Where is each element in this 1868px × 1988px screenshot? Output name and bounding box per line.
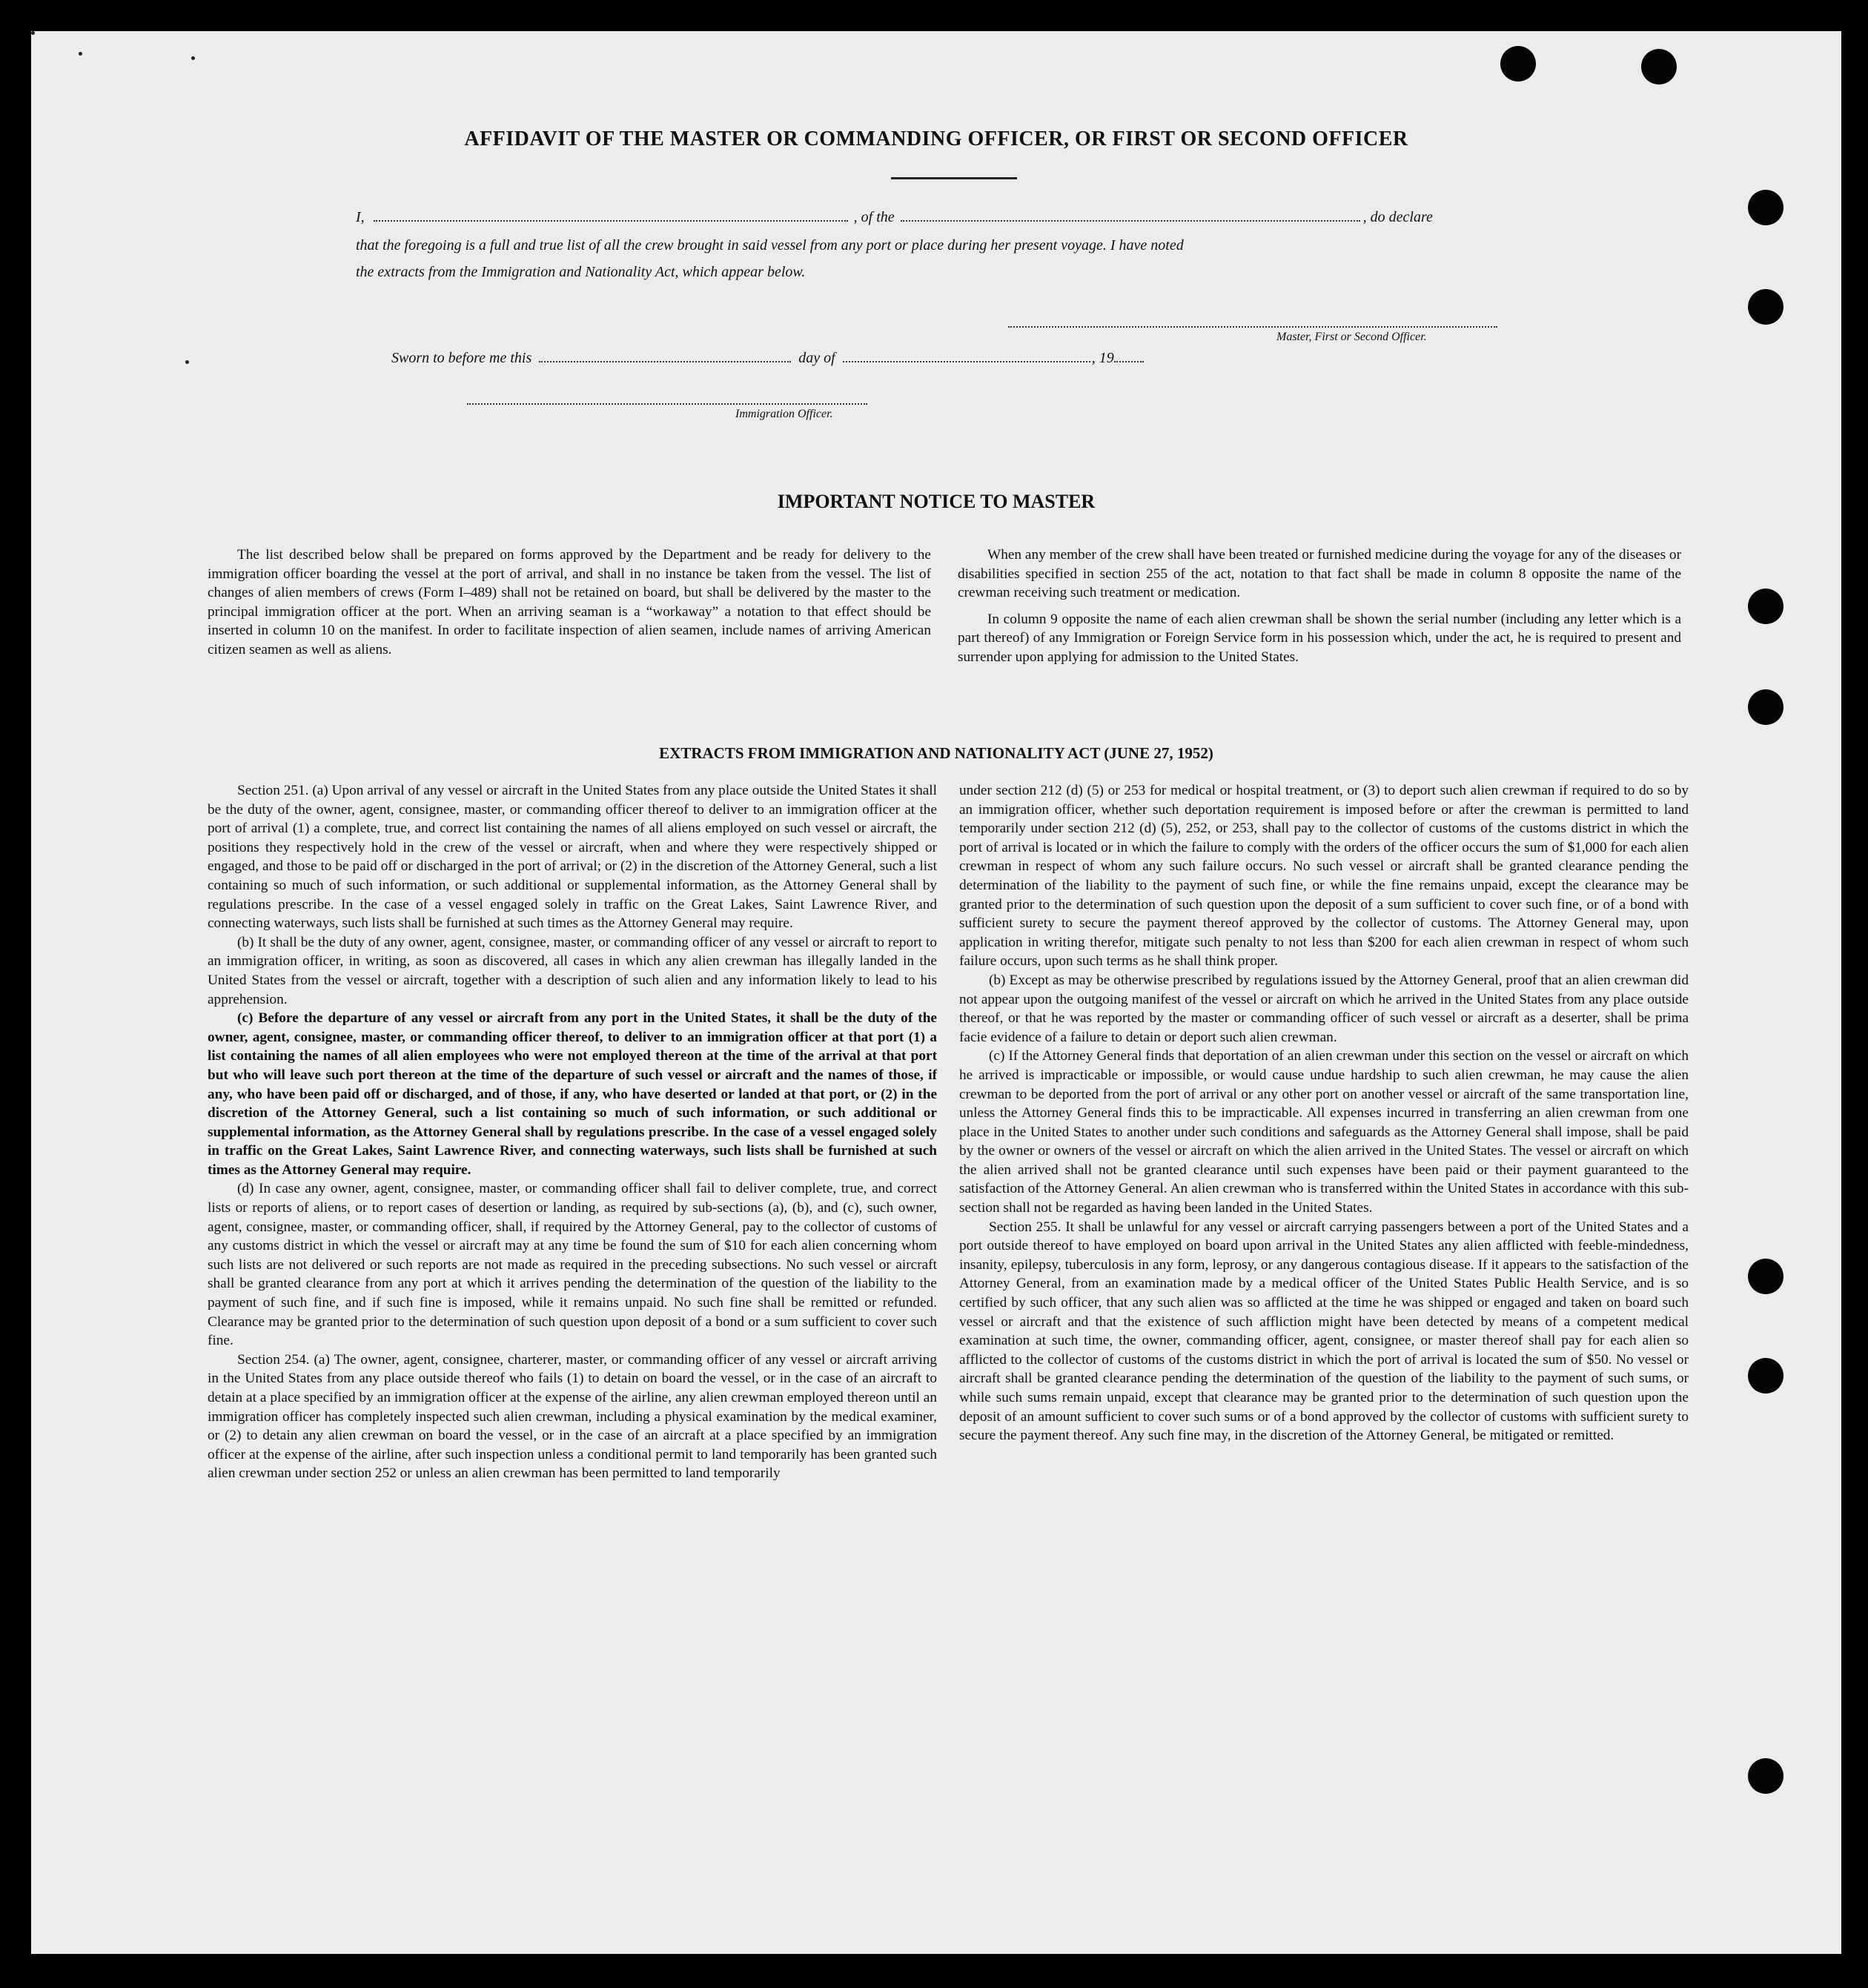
master-signature-line[interactable] [1008, 325, 1497, 328]
speck [79, 52, 82, 56]
punch-hole [1748, 1358, 1783, 1394]
section-254-a-continued: under section 212 (d) (5) or 253 for medical or hospital treatment, or (3) to deport such alien crewman if required to do so by an immigration officer, whether such deportation requirement is imposed before or after the crewman is permitted to land temporarily under section 212 (d) (5), 252, or 253, shall pay to the collector of customs of the customs district in which the port of arrival is located or in which the failure to comply with the orders of the officer occurs the sum of $1,000 for each alien crewman in respect of whom any such failure occurs. No such vessel or aircraft shall be granted clearance pending the determination of the liability to the payment of such fine, or while the fine remains unpaid, except the clearance may be granted prior to the determination of such question upon the deposit of a sum sufficient to cover such fine, or of a bond with sufficient surety to secure the payment thereof approved by the collector of customs. The Attorney General may, upon application in writing therefor, mitigate such penalty to not less than $200 for each alien crewman in respect of whom such failure occurs, upon such terms as he shall think proper. [959, 783, 1689, 970]
sworn-line [391, 350, 1281, 367]
section-251-d: (d) In case any owner, agent, consignee, master, or commanding officer shall fail to deliver complete, true, and correct lists or reports of aliens, or to report cases of desertion or landing, as required by sub-sections (a), (b), and (c), such owner, agent, consignee, master, or commanding officer, shall, if required by the Attorney General, pay to the collector of customs of any customs district in which the vessel or aircraft may at any time be found the sum of $10 for each alien concerning whom such lists are not delivered or such reports are not made as required in the preceding subsections. No such vessel or aircraft shall be granted clearance from any port at which it arrives pending the determination of the question of the liability to the payment of such fine, and if such fine is imposed, while it remains unpaid. No such fine shall be remitted or refunded. Clearance may be granted prior to the determination of such question upon deposit of a bond or a sum sufficient to cover such fine. [208, 1181, 937, 1349]
punch-hole [1500, 46, 1536, 82]
title-rule [891, 177, 1017, 179]
i-label: I, [356, 209, 365, 225]
year-label: , 19 [1091, 350, 1114, 366]
speck [185, 360, 189, 364]
speck [191, 56, 195, 60]
punch-hole [1641, 49, 1677, 85]
section-251-b: (b) It shall be the duty of any owner, agent, consignee, master, or commanding officer of any vessel or aircraft to report to an immigration officer, in writing, as soon as discovered, all cases in which any alien crewman has illegally landed in the United States from the vessel or aircraft, together with a description of such alien and any information likely to lead to his apprehension. [208, 934, 937, 1007]
section-255: Section 255. It shall be unlawful for any vessel or aircraft carrying passengers between a port of the United States and a port outside thereof to have employed on board upon arrival in the United States any alien afflicted with feeble-mindedness, insanity, epilepsy, tuberculosis in any form, leprosy, or any dangerous contagious disease. If it appears to the satisfaction of the Attorney General, from an examination made by a medical officer of the United States Public Health Service, and is so certified by such officer, that any such alien was so afflicted at the time he was shipped or engaged and taken on board such vessel or aircraft and that the existence of such affliction might have been detected by means of a competent medical examination at such time, the owner, commanding officer, agent, consignee, or master thereof shall pay for each alien so afflicted to the collector of customs of the customs district in which the port of arrival is located the sum of $50. No vessel or aircraft shall be granted clearance pending the determination of the question of the liability to the payment of such sums, or while such sums remain unpaid, except that clearance may be granted prior to the determination of such question upon the deposit of an amount sufficient to cover such sums or of a bond approved by the collector of customs with sufficient surety to secure the payment thereof. Any such fine may, in the discretion of the Attorney General, be mitigated or remitted. [959, 1219, 1689, 1444]
name-field[interactable] [374, 210, 848, 222]
sworn-month-field[interactable] [843, 351, 1090, 362]
master-signature-label: Master, First or Second Officer. [1276, 331, 1427, 343]
notice-right-paragraph-2: In column 9 opposite the name of each alien crewman shall be shown the serial number (including any letter which is a part thereof) of any Immigration or Foreign Service form in his possession which, under the act, he is required to present and surrender upon applying for admission to the United States. [958, 611, 1681, 665]
punch-hole [1748, 1259, 1783, 1294]
punch-hole [1748, 190, 1783, 225]
extracts-right-column [959, 781, 1689, 1445]
declaration-line-1 [356, 209, 1534, 226]
punch-hole [1748, 689, 1783, 725]
punch-hole [1748, 1758, 1783, 1794]
sworn-year-field[interactable] [1114, 351, 1144, 362]
section-251-c: (c) Before the departure of any vessel or aircraft from any port in the United States, it shall be the duty of the owner, agent, consignee, master, or commanding officer thereof, to deliver to an immigration officer at that port (1) a list containing the names of all alien employees who were not employed thereon at the time of the arrival at that port but who will leave such port thereon at the time of the departure of such vessel or aircraft and the names of those, if any, who have been paid off or discharged, and of those, if any, who have deserted or landed at that port, or (2) in the discretion of the Attorney General, such a list containing so much of such information, or such additional or supplemental information, as the Attorney General shall by regulations prescribe. In the case of a vessel engaged solely in traffic on the Great Lakes, Saint Lawrence River, and connecting waterways, such lists shall be furnished at such times as the Attorney General may require. [208, 1010, 937, 1178]
section-254-a: Section 254. (a) The owner, agent, consignee, charterer, master, or commanding officer of any vessel or aircraft arriving in the United States from any place outside thereof who fails (1) to detain on board the vessel, or in the case of an aircraft to detain at a place specified by an immigration officer at the expense of the airline, any alien crewman employed thereon until an immigration officer has completely inspected such alien crewman, including a physical examination by the medical examiner, or (2) to detain any alien crewman on board the vessel, or in the case of an aircraft at a place specified by an immigration officer at the expense of the airline, after such inspection unless a conditional permit to land temporarily has been granted such alien crewman under section 252 or unless an alien crewman has been permitted to land temporarily [208, 1351, 937, 1482]
declaration-line-2: that the foregoing is a full and true list of all the crew brought in said vessel from any port or place during her present voyage. I have noted [356, 237, 1184, 254]
notice-right-column [958, 546, 1681, 667]
speck [31, 31, 35, 35]
do-declare-label: , do declare [1362, 209, 1433, 225]
notice-left-column [208, 546, 931, 660]
punch-hole [1748, 589, 1783, 624]
notice-left-paragraph: The list described below shall be prepared on forms approved by the Department and be ready for delivery to the immigration officer boarding the vessel at the port of arrival, and shall in no instance be taken from the vessel. The list of changes of alien members of crews (Form I–489) shall not be retained on board, but shall be delivered by the master to the principal immigration officer at the port. When an arriving seaman is a “workaway” a notation to that effect should be inserted in column 10 on the manifest. In order to facilitate inspection of alien seamen, include names of arriving American citizen seamen as well as aliens. [208, 547, 931, 657]
sworn-label: Sworn to before me this [391, 350, 532, 366]
section-251-a: Section 251. (a) Upon arrival of any vessel or aircraft in the United States from any place outside the United States it shall be the duty of the owner, agent, consignee, master, or commanding officer thereof to deliver to an immigration officer at the port of arrival (1) a complete, true, and correct list containing the names of all aliens employed on such vessel or aircraft, the positions they respectively hold in the crew of the vessel or aircraft, when and where they were respectively shipped or engaged, and those to be paid off or discharged in the port of arrival; or (2) in the discretion of the Attorney General, such a list containing so much of such information, or such additional or supplemental information, as the Attorney General shall by regulations prescribe. In the case of a vessel engaged solely in traffic on the Great Lakes, Saint Lawrence River, and connecting waterways, such lists shall be furnished at such times as the Attorney General may require. [208, 783, 937, 932]
of-the-label: , of the [853, 209, 895, 225]
section-254-b: (b) Except as may be otherwise prescribed by regulations issued by the Attorney General, proof that an alien crewman did not appear upon the outgoing manifest of the vessel or aircraft on which he arrived in the United States from any place outside thereof, or that he was reported by the master or commanding officer of such vessel or aircraft as a deserter, shall be prima facie evidence of a failure to detain or deport such alien crewman. [959, 972, 1689, 1045]
notice-title: IMPORTANT NOTICE TO MASTER [777, 491, 1096, 512]
section-254-c: (c) If the Attorney General finds that deportation of an alien crewman under this section on the vessel or aircraft on which he arrived is impracticable or impossible, or would cause undue hardship to such alien crewman, he may cause the alien crewman to be deported from the port of arrival or any other port on another vessel or aircraft of the same transportation line, unless the Attorney General finds this to be impracticable. All expenses incurred in transferring an alien crewman from one place in the United States to another under such conditions and safeguards as the Attorney General shall impose, shall be paid by the owner or owners of the vessel or aircraft on which the alien arrived in the United States. The vessel or aircraft on which the alien arrived shall not be granted clearance until such expenses have been paid or their payment guaranteed to the satisfaction of the Attorney General. An alien crewman who is transferred within the United States in accordance with this sub-section shall not be regarded as having been landed in the United States. [959, 1048, 1689, 1216]
vessel-field[interactable] [901, 210, 1360, 222]
notice-right-paragraph-1: When any member of the crew shall have been treated or furnished medicine during the voyage for any of the diseases or disabilities specified in section 255 of the act, notation to that fact shall be made in column 8 opposite the name of the crewman receiving such treatment or medication. [958, 547, 1681, 601]
document-page [31, 31, 1841, 1954]
immigration-officer-label: Immigration Officer. [735, 408, 833, 420]
declaration-line-3: the extracts from the Immigration and Nationality Act, which appear below. [356, 264, 806, 280]
extracts-left-column [208, 781, 937, 1483]
immigration-officer-signature-line[interactable] [467, 402, 867, 405]
punch-hole [1748, 289, 1783, 325]
affidavit-title: AFFIDAVIT OF THE MASTER OR COMMANDING OFFICER, OR FIRST OR SECOND OFFICER [464, 127, 1408, 150]
extracts-title: EXTRACTS FROM IMMIGRATION AND NATIONALITY ACT (JUNE 27, 1952) [659, 744, 1213, 762]
sworn-day-field[interactable] [539, 351, 791, 362]
day-of-label: day of [798, 350, 835, 366]
